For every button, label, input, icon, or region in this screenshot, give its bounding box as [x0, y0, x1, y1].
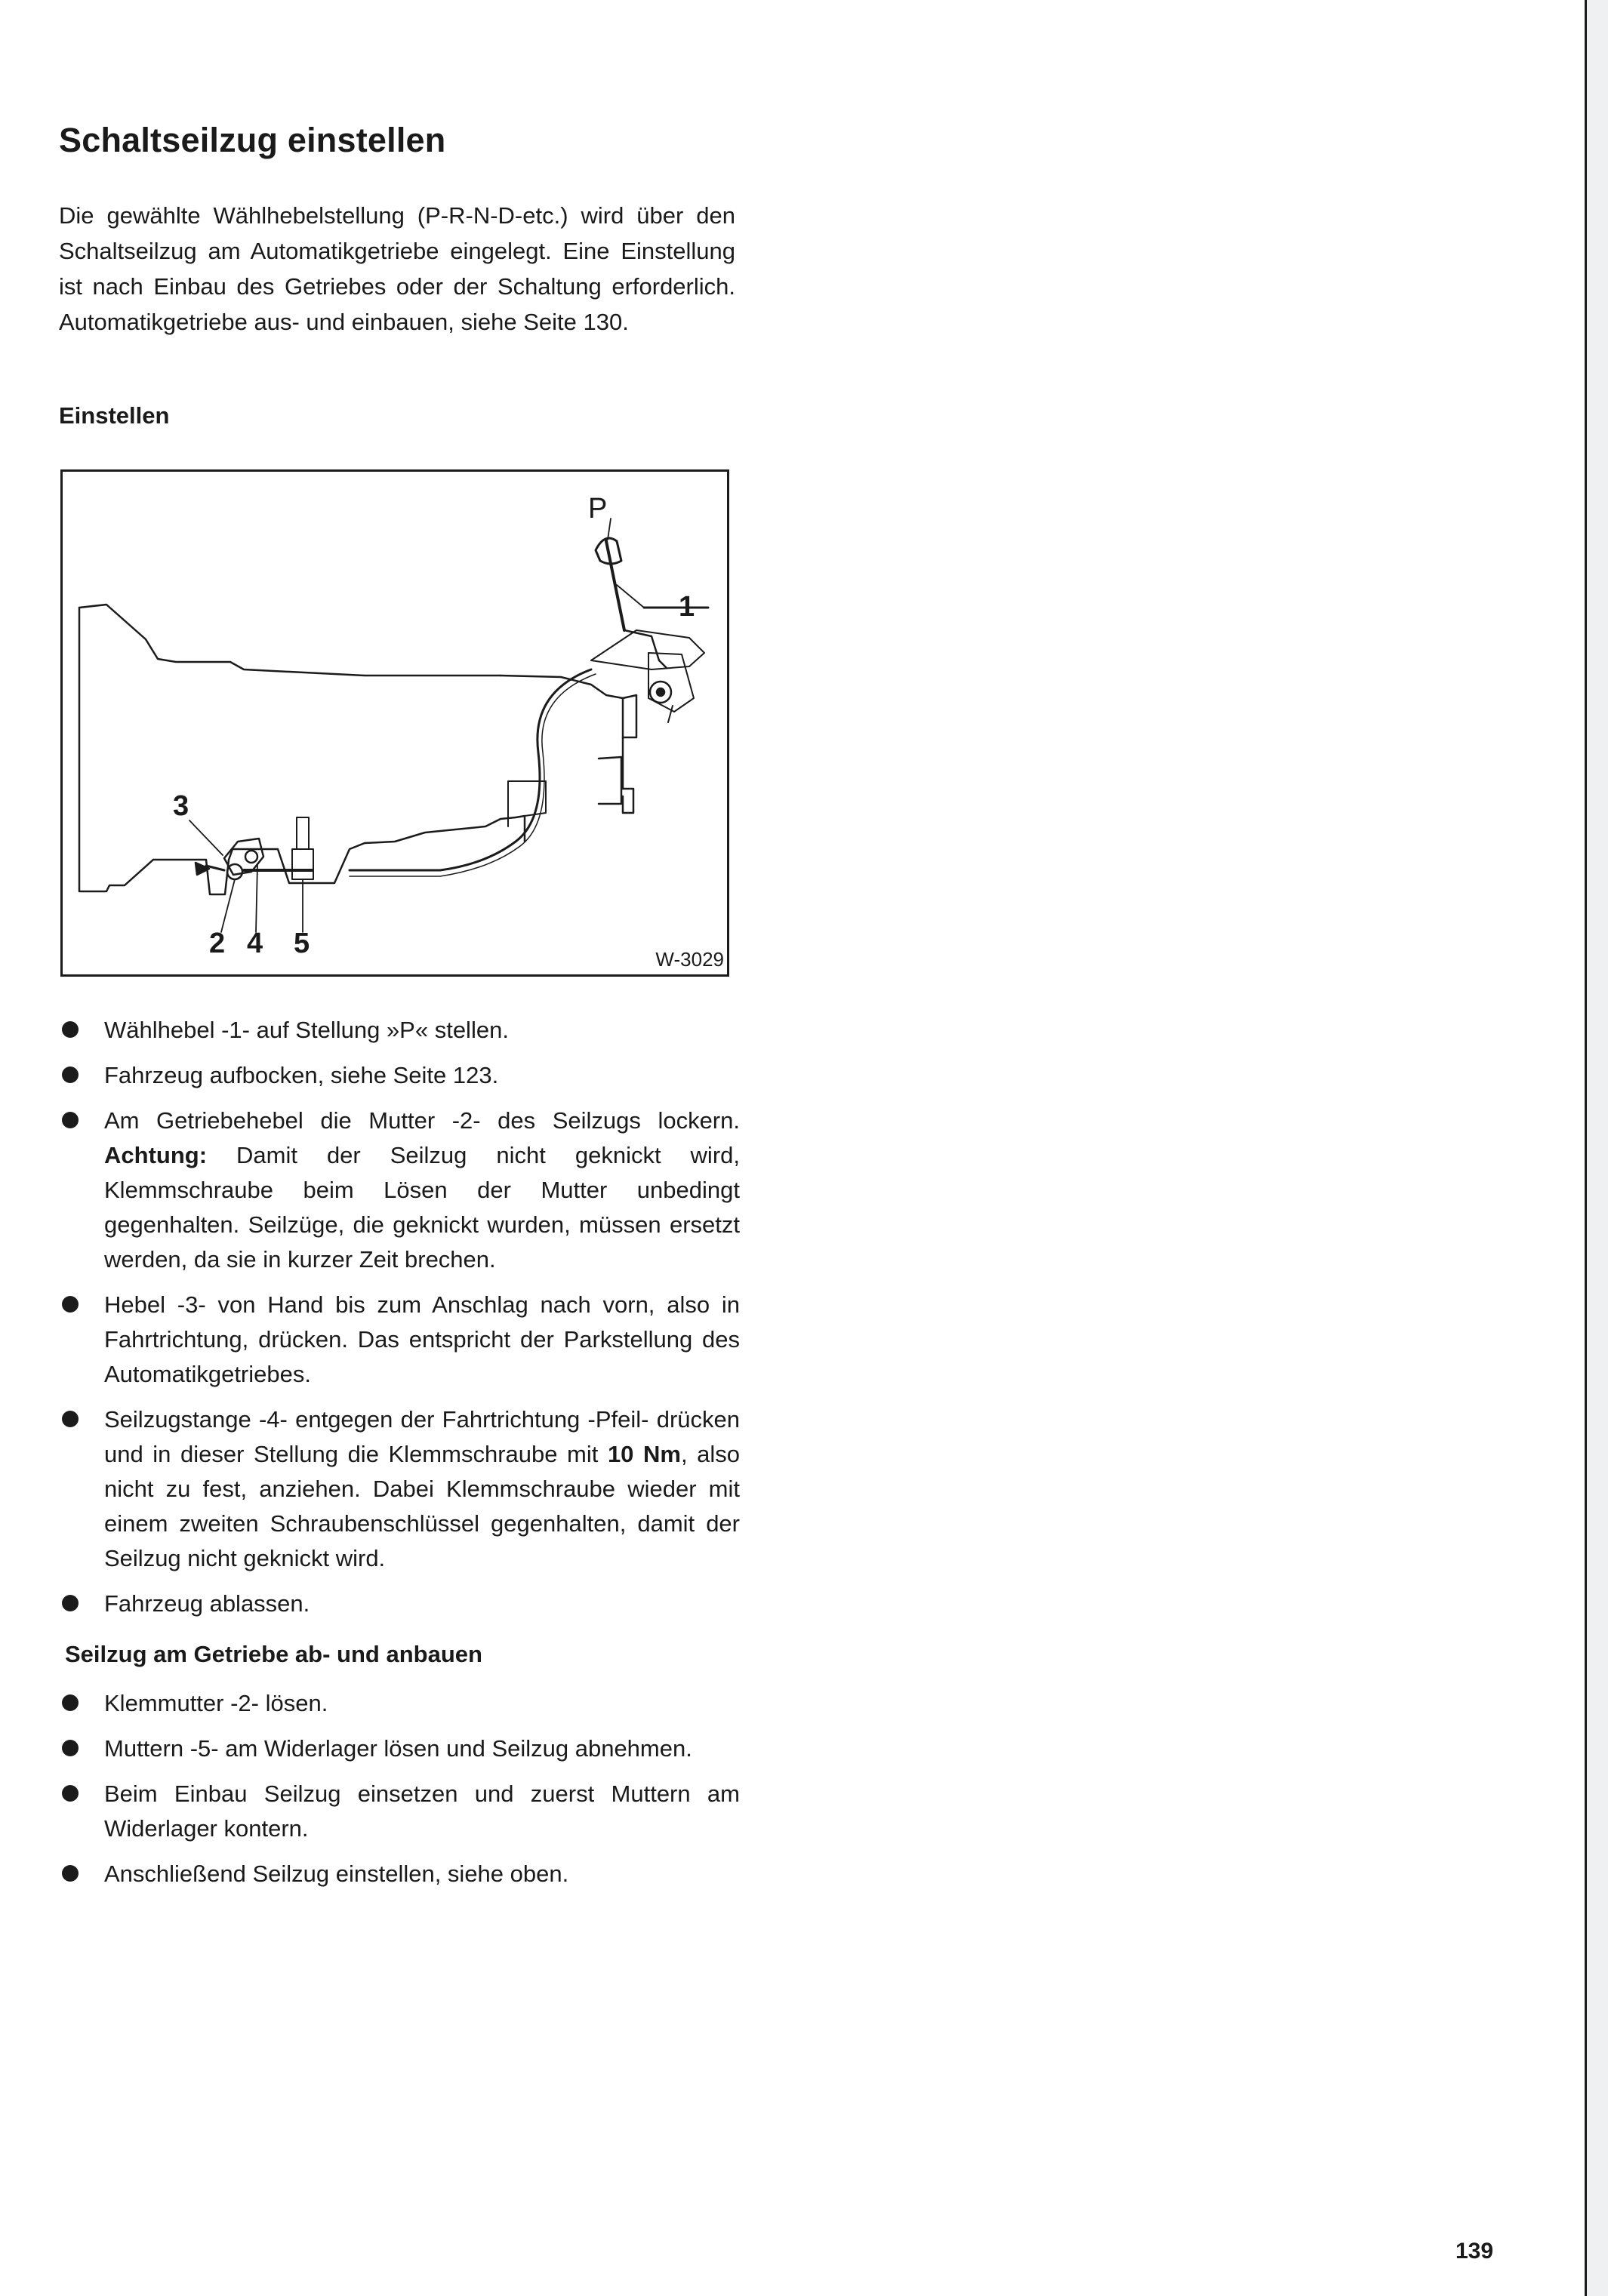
- step-item: Hebel -3- von Hand bis zum Anschlag nach vorn, also in Fahrtrichtung, drücken. Das entspricht der Parkstellung des Automatikgetriebes.: [60, 1288, 740, 1392]
- page-edge: [1585, 0, 1608, 2296]
- callout-3: 3: [173, 790, 189, 822]
- callout-5: 5: [294, 928, 310, 959]
- bullet-icon: [62, 1296, 79, 1313]
- step-item: Muttern -5- am Widerlager lösen und Seilzug abnehmen.: [60, 1731, 740, 1766]
- bullet-icon: [62, 1694, 79, 1711]
- bullet-icon: [62, 1112, 79, 1128]
- gearshift-cable-drawing: [63, 472, 727, 974]
- torque-value: 10 Nm: [607, 1441, 681, 1467]
- figure-code: W-3029: [655, 948, 724, 971]
- intro-paragraph: Die gewählte Wählhebelstellung (P-R-N-D-etc.) wird über den Schaltseilzug am Automatikgetriebe eingelegt. Eine Einstellung ist nach Einbau des Getriebes oder der Schaltung erforderlich. Automatikgetriebe aus- und einbauen, siehe Seite 130.: [59, 202, 735, 335]
- step-item: Anschließend Seilzug einstellen, siehe oben.: [60, 1857, 740, 1891]
- callout-1: 1: [679, 591, 695, 623]
- step-item: Fahrzeug aufbocken, siehe Seite 123.: [60, 1058, 740, 1093]
- adjustment-steps: [60, 1013, 740, 1632]
- removal-steps: [60, 1686, 740, 1902]
- bullet-icon: [62, 1785, 79, 1802]
- step-item: Wählhebel -1- auf Stellung »P« stellen.: [60, 1013, 740, 1048]
- step-item: Fahrzeug ablassen.: [60, 1587, 740, 1621]
- section-heading-einstellen: Einstellen: [59, 402, 170, 429]
- callout-2: 2: [209, 928, 226, 959]
- bullet-icon: [62, 1595, 79, 1611]
- callout-p: P: [588, 493, 608, 525]
- step-item: Am Getriebehebel die Mutter -2- des Seilzugs lockern. Achtung: Damit der Seilzug nicht geknickt wird, Klemmschraube beim Lösen der Mutter unbedingt gegenhalten. Seilzüge, die geknickt wurden, müssen ersetzt werden, da sie in kurzer Zeit brechen.: [60, 1103, 740, 1277]
- page-number: 139: [1456, 2239, 1494, 2264]
- bullet-icon: [62, 1021, 79, 1038]
- bullet-icon: [62, 1740, 79, 1756]
- technical-illustration: [60, 469, 729, 977]
- step-item: Seilzugstange -4- entgegen der Fahrtrichtung -Pfeil- drücken und in dieser Stellung die Klemmschraube mit 10 Nm, also nicht zu fest, anziehen. Dabei Klemmschraube wieder mit einem zweiten Schraubenschlüssel gegenhalten, damit der Seilzug nicht geknickt wird.: [60, 1402, 740, 1576]
- callout-4: 4: [247, 928, 263, 959]
- step-item: Beim Einbau Seilzug einsetzen und zuerst Muttern am Widerlager kontern.: [60, 1777, 740, 1846]
- bullet-icon: [62, 1411, 79, 1427]
- note-label: Achtung:: [104, 1142, 208, 1168]
- step-item: Klemmutter -2- lösen.: [60, 1686, 740, 1721]
- bullet-icon: [62, 1066, 79, 1083]
- page-title: Schaltseilzug einstellen: [59, 121, 446, 159]
- note-text: Damit der Seilzug nicht geknickt wird, Klemmschraube beim Lösen der Mutter unbedingt gegenhalten. Seilzüge, die geknickt wurden, müssen ersetzt werden, da sie in kurzer Zeit brechen.: [104, 1142, 740, 1273]
- section-heading-seilzug: Seilzug am Getriebe ab- und anbauen: [65, 1641, 482, 1667]
- bullet-icon: [62, 1865, 79, 1882]
